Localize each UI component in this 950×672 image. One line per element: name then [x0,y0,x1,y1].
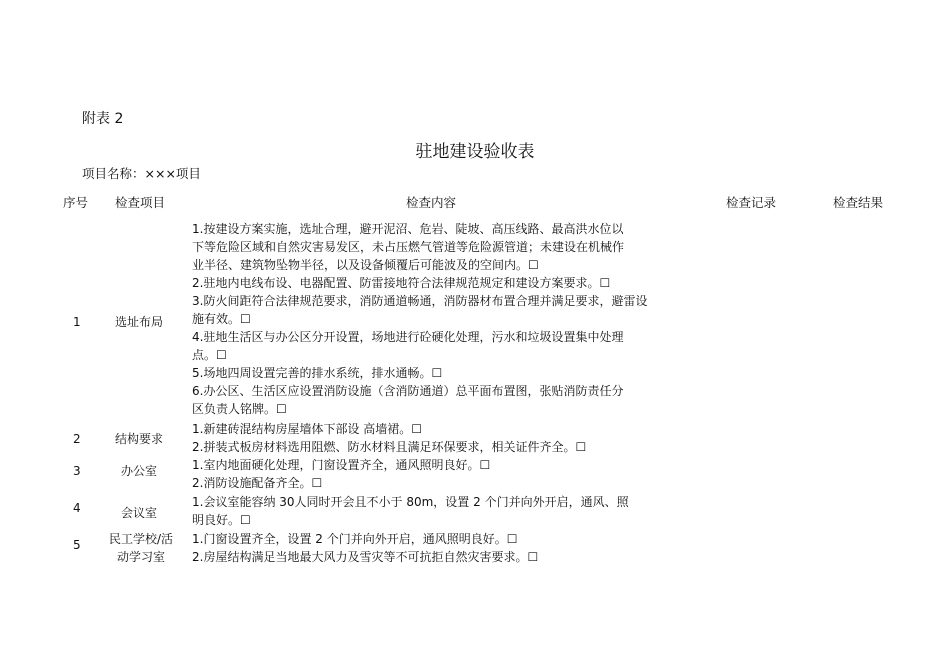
content-line: 点。☐ [192,348,227,362]
row-content [192,220,647,418]
project-name-label: 项目名称： [82,166,145,181]
content-line: 明良好。☐ [192,513,251,527]
row-item-line: 动学习室 [116,550,165,564]
project-name [82,164,201,182]
header-item: 检查项目 [115,195,166,210]
row-item: 选址布局 [115,315,164,329]
header-content: 检查内容 [406,195,457,210]
row-item: 会议室 [121,506,158,520]
content-line: 下等危险区域和自然灾害易发区，未占压燃气管道等危险源管道；未建设在机械作 [192,240,625,254]
page-title: 驻地建设验收表 [415,142,535,162]
row-number: 2 [73,432,81,446]
project-name-value: ×××项目 [144,166,201,181]
content-line: 2.驻地内电线布设、电器配置、防雷接地符合法律规范规定和建设方案要求。☐ [192,276,611,290]
row-content [192,493,629,529]
row-number: 1 [73,315,81,329]
content-line: 业半径、建筑物坠物半径，以及设备倾覆后可能波及的空间内。☐ [192,258,539,272]
header-record: 检查记录 [726,195,777,210]
content-line: 区负责人铭牌。☐ [192,402,287,416]
content-line: 3.防火间距符合法律规范要求，消防通道畅通，消防器材布置合理并满足要求，避雷设 [192,294,648,308]
row-number: 5 [73,538,81,552]
header-result: 检查结果 [833,195,884,210]
content-line: 5.场地四周设置完善的排水系统，排水通畅。☐ [192,366,443,380]
content-line: 1.按建设方案实施，选址合理，避开泥沼、危岩、陡坡、高压线路、最高洪水位以 [192,222,624,236]
row-item: 结构要求 [115,432,164,446]
content-line: 1.门窗设置齐全，设置 2 个门并向外开启，通风照明良好。☐ [192,532,518,546]
row-content [192,456,490,492]
content-line: 2.消防设施配备齐全。☐ [192,476,323,490]
content-line: 1.室内地面硬化处理，门窗设置齐全，通风照明良好。☐ [192,458,491,472]
content-line: 1.新建砖混结构房屋墙体下部设 高墙裙。☐ [192,422,423,436]
row-content [192,530,538,566]
row-content [192,420,586,456]
content-line: 4.驻地生活区与办公区分开设置，场地进行砼硬化处理，污水和垃圾设置集中处理 [192,330,624,344]
row-number: 3 [73,464,81,478]
attachment-label: 附表 2 [82,111,124,127]
content-line: 施有效。☐ [192,312,251,326]
content-line: 1.会议室能容纳 30人同时开会且不小于 80m，设置 2 个门并向外开启，通风、照 [192,495,629,509]
header-no: 序号 [63,195,89,210]
content-line: 2.拼装式板房材料选用阻燃、防水材料且满足环保要求，相关证件齐全。☐ [192,440,587,454]
row-item: 办公室 [121,464,158,478]
row-item-line: 民工学校/活 [108,532,174,546]
row-item [100,530,182,566]
row-number: 4 [73,501,81,515]
content-line: 6.办公区、生活区应设置消防设施（含消防通道）总平面布置图，张贴消防责任分 [192,384,624,398]
content-line: 2.房屋结构满足当地最大风力及雪灾等不可抗拒自然灾害要求。☐ [192,550,539,564]
